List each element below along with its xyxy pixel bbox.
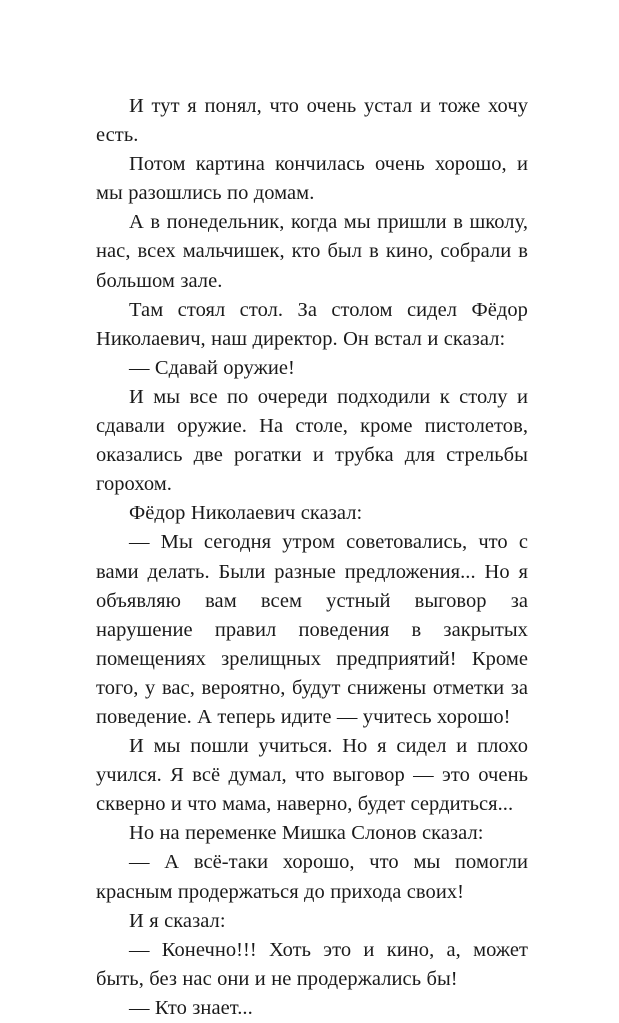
paragraph: Но на переменке Мишка Слонов сказал:: [129, 822, 484, 845]
paragraph: И мы пошли учиться. Но я сидел и плохо учился. Я всё думал, что выговор — это очень скверно и что мама, наверно, будет сердиться...: [96, 735, 528, 816]
dialogue-line: — Конечно!!! Хоть это и кино, а, может быть, без нас они и не продержались бы!: [96, 938, 528, 990]
paragraph: И мы все по очереди подходили к столу и сдавали оружие. На столе, кроме пистолетов, оказались две рогатки и трубка для стрельбы горохом.: [96, 385, 528, 496]
dialogue-line: — Кто знает...: [129, 996, 253, 1019]
dialogue-line: — А всё-таки хорошо, что мы помогли красным продержаться до прихода своих!: [96, 851, 528, 903]
paragraph: Потом картина кончилась очень хорошо, и мы разошлись по домам.: [96, 153, 528, 205]
dialogue-line: — Мы сегодня утром советовались, что с вами делать. Были разные предложения... Но я объявляю вам всем устный выговор за нарушение правил поведения в закрытых помещениях зрелищных предприятий! Кроме того, у вас, вероятно, будут снижены отметки за поведение. А теперь идите — учитесь хорошо!: [96, 531, 528, 728]
paragraph: И я сказал:: [129, 909, 226, 932]
paragraph: Там стоял стол. За столом сидел Фёдор Николаевич, наш директор. Он встал и сказал:: [96, 298, 528, 350]
page-text: [96, 92, 528, 1023]
paragraph: Фёдор Николаевич сказал:: [129, 502, 363, 525]
paragraph: А в понедельник, когда мы пришли в школу, нас, всех мальчишек, кто был в кино, собрали в большом зале.: [96, 211, 528, 292]
paragraph: И тут я понял, что очень устал и тоже хочу есть.: [96, 95, 528, 147]
dialogue-line: — Сдавай оружие!: [129, 356, 295, 379]
